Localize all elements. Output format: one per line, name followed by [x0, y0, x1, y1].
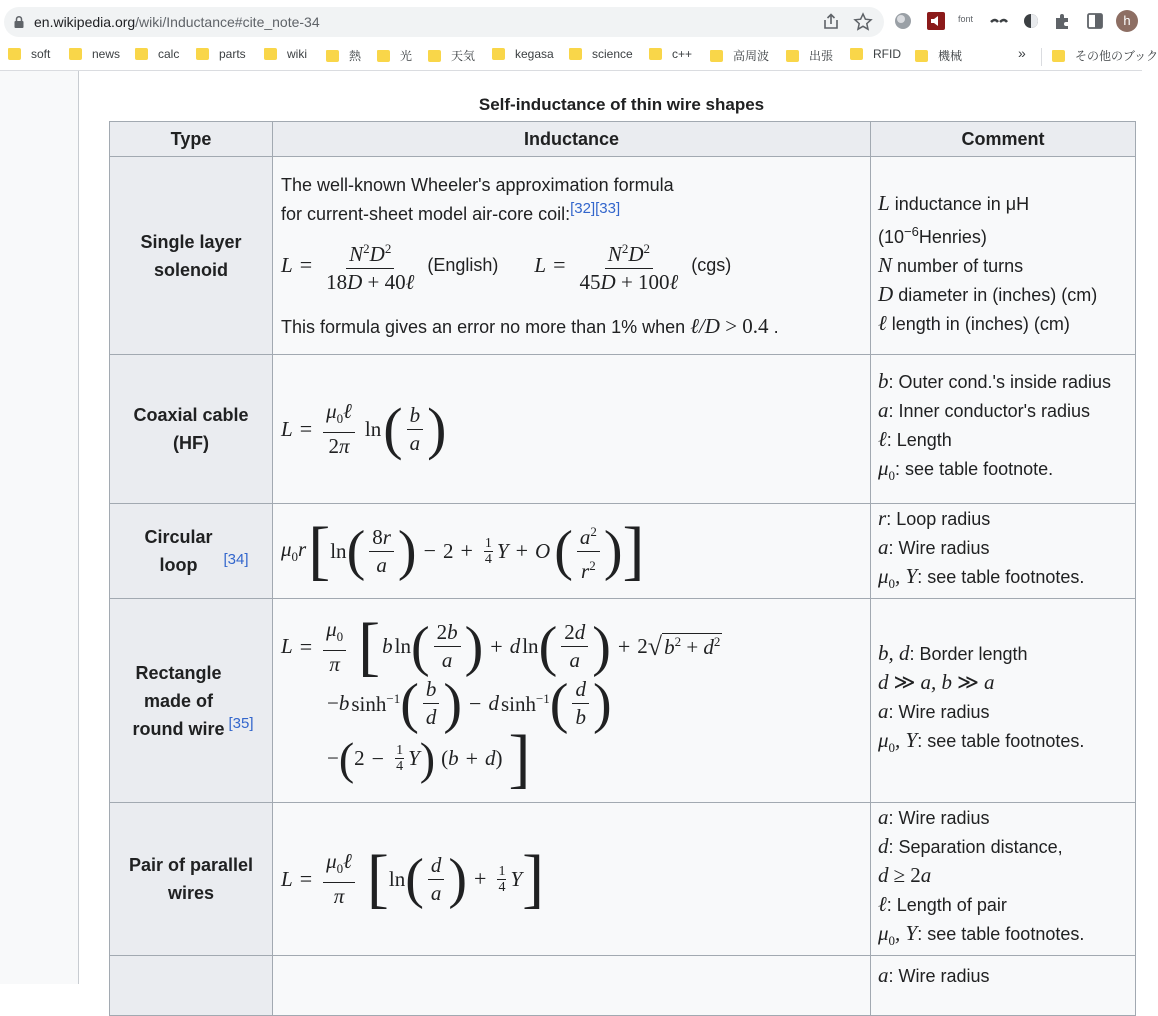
bookmark-news[interactable] [69, 47, 120, 65]
dark-mode-extension-icon[interactable] [1021, 11, 1041, 31]
header-type: Type [110, 122, 273, 157]
comment-text: diameter in (inches) (cm) [898, 285, 1098, 305]
comment-parallel-wires: a: Wire radius d: Separation distance, d ≥ 2a ℓ: Length of pair $\mu_0$, Y: see table footnotes. [871, 803, 1136, 956]
bookmark-label: c++ [672, 47, 693, 61]
comment-text: : Inner conductor's radius [888, 401, 1091, 422]
unit-english: (English) [427, 254, 499, 275]
folder-icon [69, 48, 82, 60]
address-bar-row [0, 0, 1142, 42]
comment-rectangle: b, d: Border length d ≫ a, b ≫ a a: Wire radius $\mu_0$, Y: see table footnotes. [871, 599, 1136, 803]
comment-partial: a: Wire radius [871, 956, 1136, 1016]
bookmark-light[interactable] [377, 47, 412, 65]
bookmark-label: 高周波 [733, 49, 770, 63]
font-extension-icon[interactable]: font [958, 14, 974, 24]
extensions-puzzle-icon[interactable] [1053, 11, 1073, 31]
table-row [110, 599, 1136, 803]
side-panel-icon[interactable] [1085, 11, 1105, 31]
folder-icon [710, 50, 723, 62]
bookmark-label: news [92, 47, 121, 61]
bookmark-business-trip[interactable] [786, 47, 833, 65]
share-icon[interactable] [820, 11, 842, 33]
row-type-single-layer-solenoid: Single layer solenoid [110, 157, 273, 355]
table-row [110, 956, 1136, 1016]
url-text[interactable] [34, 14, 320, 30]
header-inductance: Inductance [273, 122, 871, 157]
bookmark-label: 光 [400, 49, 413, 63]
formula-partial [273, 956, 871, 1016]
bookmark-wiki[interactable] [264, 47, 307, 65]
bookmark-weather[interactable] [428, 47, 475, 65]
comment-text: : Wire radius [888, 808, 990, 829]
comment-coaxial: b: Outer cond.'s inside radius a: Inner conductor's radius ℓ: Length $\mu_0$: see table footnote. [871, 355, 1136, 504]
wheeler-formula: L = $\frac{N^2D^2}{\text{18D + 40ℓ}}$ (English) L = $\frac{N^2D^2}{\text{45D + 100ℓ}}$ (cgs) [281, 235, 862, 296]
unit-cgs: (cgs) [691, 254, 732, 275]
comment-text: : see table footnote. [895, 459, 1054, 480]
bookmark-high-frequency[interactable] [710, 47, 769, 65]
folder-icon [428, 50, 441, 62]
bookmark-label: science [592, 47, 633, 61]
glasses-extension-icon[interactable] [989, 11, 1009, 31]
bookmark-label: 出張 [809, 49, 834, 63]
comment-text: inductance in μH [894, 194, 1030, 214]
bookmark-machine[interactable] [915, 47, 962, 65]
left-sidebar [0, 71, 79, 984]
bookmark-label: RFID [873, 47, 901, 61]
profile-avatar[interactable]: h [1116, 10, 1138, 32]
solenoid-intro-line1: The well-known Wheeler's approximation formula [281, 174, 674, 195]
comment-text: number of turns [897, 256, 1024, 276]
bookmark-cpp[interactable] [649, 47, 692, 65]
folder-icon [264, 48, 277, 60]
comment-text: (10 [878, 227, 905, 247]
more-bookmarks-chevron-icon[interactable]: » [1018, 45, 1026, 61]
folder-icon [326, 50, 339, 62]
bookmark-label: 機械 [938, 49, 963, 63]
table-caption: Self-inductance of thin wire shapes [478, 95, 765, 114]
bookmark-heat[interactable] [326, 47, 361, 65]
citation-link[interactable]: [35] [228, 714, 254, 732]
address-bar[interactable] [4, 7, 884, 37]
row-type-coaxial-cable: Coaxial cable (HF) [110, 355, 273, 504]
folder-icon [377, 50, 390, 62]
folder-icon [850, 48, 863, 60]
comment-text: : Wire radius [888, 538, 990, 558]
citation-link[interactable]: [32][33] [570, 199, 621, 217]
table-row [110, 355, 1136, 504]
comment-text: : Wire radius [888, 966, 990, 987]
table-row [110, 504, 1136, 599]
row-type-parallel-wires: Pair of parallel wires [110, 803, 273, 956]
bookmark-label: 天気 [451, 49, 476, 63]
folder-icon [915, 50, 928, 62]
bookmark-label: wiki [287, 47, 307, 61]
comment-text: length in (inches) (cm) [891, 314, 1070, 334]
comment-text: Henries) [918, 227, 987, 247]
bookmark-kegasa[interactable] [492, 47, 554, 65]
folder-icon [649, 48, 662, 60]
comment-text: : Length of pair [886, 895, 1007, 916]
comment-text: : Loop radius [886, 509, 991, 529]
other-bookmarks[interactable] [1052, 47, 1158, 65]
bookmark-label: calc [158, 47, 180, 61]
inductance-table [109, 121, 1136, 1016]
row-type-rectangle-round-wire: Rectangle made of round wire [35] [110, 599, 273, 803]
comment-text: : Length [886, 430, 952, 451]
bookmark-calc[interactable] [135, 47, 179, 65]
bookmark-parts[interactable] [196, 47, 246, 65]
comment-exponent: −6 [904, 224, 919, 239]
bookmark-label: その他のブック [1075, 49, 1158, 63]
bookmarks-divider [1041, 48, 1042, 66]
lock-icon[interactable] [12, 15, 26, 29]
bookmarks-bar [0, 42, 1158, 71]
folder-icon [569, 48, 582, 60]
comment-circular-loop: r: Loop radius a: Wire radius $\mu_0$, Y: see table footnotes. [871, 504, 1136, 599]
bookmark-science[interactable] [569, 47, 633, 65]
bookmark-soft[interactable] [8, 47, 50, 65]
formula-solenoid: The well-known Wheeler's approximation formula for current-sheet model air-core coil:[32][33] L = $\frac{N^2D^2}{\text{18D + 40ℓ}}$ (English) L = $\frac{N^2D^2}{\text{45D + 100ℓ}}$ (cgs) This formula gives an error no more than 1% when ℓ/D > 0.4 . [273, 157, 871, 355]
formula-rectangle: L = $\frac{\mu_0}{\pi}$ [ b ln ( $\frac{2b}{a}$ ) + d ln ( $\frac{2d}{a}$ ) + 2 √ $b^2 + d^2$ − b $\sinh^{-1}$ ( $\frac{b}{d}$ ) − d $\sinh^{-1}$ ( $\frac{d}{b}$ ) − ( 2 − $\frac{1}{4}$ Y ) ( b + d ) ] [273, 599, 871, 803]
comment-text: : see table footnotes. [917, 731, 1085, 752]
folder-icon [786, 50, 799, 62]
comment-text: : Outer cond.'s inside radius [888, 372, 1112, 393]
comment-text: : see table footnotes. [917, 567, 1085, 587]
folder-icon [1052, 50, 1065, 62]
bookmark-label: 熱 [349, 49, 362, 63]
formula-parallel-wires: L = $\frac{\mu_0\ell}{\pi}$ [ ln ( $\frac{d}{a}$ ) + $\frac{1}{4}$ Y ] [273, 803, 871, 956]
solenoid-intro-line2: for current-sheet model air-core coil: [281, 203, 571, 224]
table-header-row [110, 122, 1136, 157]
bookmark-label: kegasa [515, 47, 554, 61]
folder-icon [196, 48, 209, 60]
bookmark-rfid[interactable] [850, 47, 901, 65]
formula-coaxial: L = $\frac{\mu_0\ell}{2\pi}$ ln ( $\frac{b}{a}$ ) [273, 355, 871, 504]
math-ratio: ℓ/D [690, 313, 720, 338]
solenoid-error-note: This formula gives an error no more than 1% when [281, 316, 686, 337]
bookmark-label: parts [219, 47, 246, 61]
folder-icon [135, 48, 148, 60]
comment-text: : see table footnotes. [917, 924, 1085, 945]
formula-circular-loop: $\mu_0r$ [ ln ( $\frac{8r}{a}$ ) − 2 + $\frac{1}{4}$ Y + O ( $\frac{a^2}{r^2}$ ) ] [273, 504, 871, 599]
comment-text: : Border length [909, 644, 1028, 665]
comment-text: : Separation distance, [888, 837, 1063, 858]
url-path: /wiki/Inductance#cite_note-34 [135, 14, 320, 30]
speaker-extension-icon[interactable] [926, 11, 946, 31]
bookmark-star-icon[interactable] [852, 11, 874, 33]
folder-icon [492, 48, 505, 60]
comment-solenoid: L inductance in μH $(10^{-6}Henries)$ N number of turns D diameter in (inches) (cm) ℓ length in (inches) (cm) [871, 157, 1136, 355]
row-type-circular-loop: Circular loop [34] [110, 504, 273, 599]
bookmark-label: soft [31, 47, 51, 61]
comment-text: : Wire radius [888, 702, 990, 723]
url-host: en.wikipedia.org [34, 14, 136, 30]
globe-extension-icon[interactable] [893, 11, 913, 31]
row-type-partial [110, 956, 273, 1016]
table-row [110, 157, 1136, 355]
folder-icon [8, 48, 21, 60]
table-row [110, 803, 1136, 956]
citation-link[interactable]: [34] [223, 551, 249, 569]
header-comment: Comment [871, 122, 1136, 157]
